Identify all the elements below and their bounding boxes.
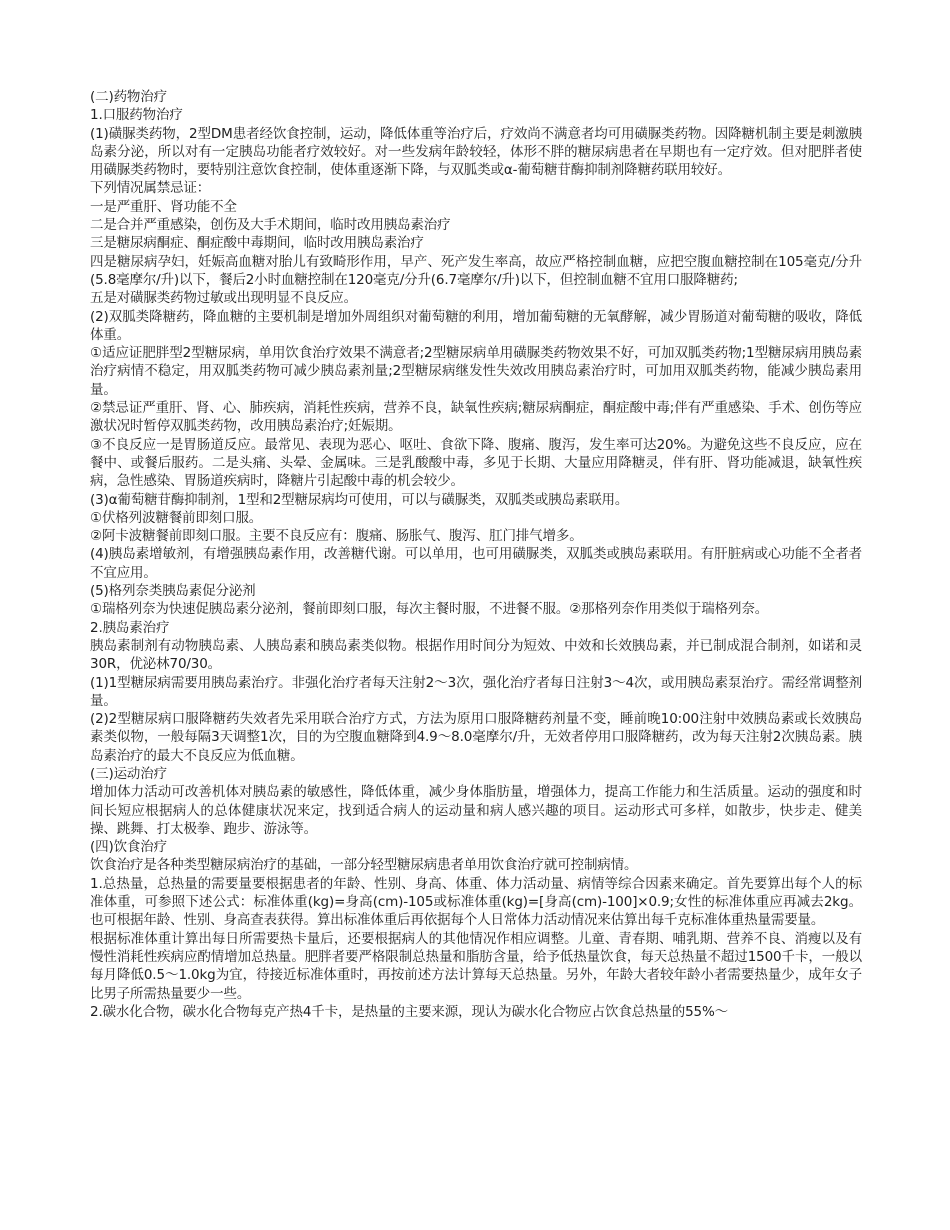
paragraph-biguanides: (2)双胍类降糖药，降血糖的主要机制是增加外周组织对葡萄糖的利用，增加葡萄糖的无氧酵解，减少胃肠道对葡萄糖的吸收，降低体重。 bbox=[90, 308, 862, 343]
contraindication-item-4: 四是糖尿病孕妇，妊娠高血糖对胎儿有致畸形作用，早产、死产发生率高，故应严格控制血糖，应把空腹血糖控制在105毫克/分升(5.8毫摩尔/升)以下，餐后2小时血糖控制在120毫克/分升(6.7毫摩尔/升)以下，但控制血糖不宜用口服降糖药; bbox=[90, 253, 862, 288]
section-heading-drug-therapy: (二)药物治疗 bbox=[90, 89, 167, 105]
paragraph-insulin-preparations: 胰岛素制剂有动物胰岛素、人胰岛素和胰岛素类似物。根据作用时间分为短效、中效和长效胰岛素，并已制成混合制剂，如诺和灵30R，优泌林70/30。 bbox=[90, 637, 862, 673]
paragraph-contraindications-intro: 下列情况属禁忌证： bbox=[90, 180, 211, 197]
contraindication-item-1: 一是严重肝、肾功能不全 bbox=[90, 198, 237, 215]
paragraph-total-calories: 1.总热量，总热量的需要量要根据患者的年龄、性别、身高、体重、体力活动量、病情等综合因素来确定。首先要算出每个人的标准体重，可参照下述公式：标准体重(kg)=身高(cm)-105或标准体重(kg)=[身高(cm)-100]×0.9;女性的标准体重应再减去2kg。也可根据年龄、性别、身高查表获得。算出标准体重后再依据每个人日常体力活动情况来估算出每千克标准体重热量需要量。 bbox=[90, 875, 862, 929]
paragraph-glinides: ①瑞格列奈为快速促胰岛素分泌剂，餐前即刻口服，每次主餐时服，不进餐不服。②那格列奈作用类似于瑞格列奈。 bbox=[90, 601, 769, 618]
alpha-glucosidase-item-1: ①伏格列波糖餐前即刻口服。 bbox=[90, 509, 263, 526]
biguanides-indications: ①适应证肥胖型2型糖尿病，单用饮食治疗效果不满意者;2型糖尿病单用磺脲类药物效果不好，可加双胍类药物;1型糖尿病用胰岛素治疗病情不稳定，用双胍类药物可减少胰岛素剂量;2型糖尿病继发性失效改用胰岛素治疗时，可加用双胍类药物，能减少胰岛素用量。 bbox=[90, 345, 862, 398]
paragraph-carbohydrates: 2.碳水化合物，碳水化合物每克产热4千卡，是热量的主要来源，现认为碳水化合物应占饮食总热量的55%～ bbox=[90, 1003, 728, 1020]
paragraph-type1-insulin: (1)1型糖尿病需要用胰岛素治疗。非强化治疗者每天注射2～3次，强化治疗者每日注射3～4次，或用胰岛素泵治疗。需经常调整剂量。 bbox=[90, 674, 862, 709]
biguanides-adverse-reactions: ③不良反应一是胃肠道反应。最常见、表现为恶心、呕吐、食欲下降、腹痛、腹泻，发生率可达20%。为避免这些不良反应，应在餐中、或餐后服药。二是头痛、头晕、金属味。三是乳酸酸中毒，多见于长期、大量应用降糖灵，伴有肝、肾功能减退，缺氧性疾病，急性感染、胃肠道疾病时，降糖片引起酸中毒的机会较少。 bbox=[90, 436, 862, 490]
paragraph-insulin-sensitizers: (4)胰岛素增敏剂，有增强胰岛素作用，改善糖代谢。可以单用，也可用磺脲类，双胍类或胰岛素联用。有肝脏病或心功能不全者者不宜应用。 bbox=[90, 546, 862, 581]
paragraph-exercise: 增加体力活动可改善机体对胰岛素的敏感性，降低体重，减少身体脂肪量，增强体力，提高工作能力和生活质量。运动的强度和时间长短应根据病人的总体健康状况来定，找到适合病人的运动量和病人感兴趣的项目。运动形式可多样，如散步，快步走、健美操、跳舞、打太极拳、跑步、游泳等。 bbox=[90, 784, 862, 837]
contraindication-item-2: 二是合并严重感染，创伤及大手术期间，临时改用胰岛素治疗 bbox=[90, 217, 451, 234]
paragraph-sulfonylureas: (1)磺脲类药物，2型DM患者经饮食控制，运动，降低体重等治疗后，疗效尚不满意者均可用磺脲类药物。因降糖机制主要是刺激胰岛素分泌，所以对有一定胰岛功能者疗效较好。对一些发病年龄较轻，体形不胖的糖尿病患者在早期也有一定疗效。但对肥胖者使用磺脲类药物时，要特别注意饮食控制，使体重逐渐下降，与双胍类或α-葡萄糖苷酶抑制剂降糖药联用较好。 bbox=[90, 125, 862, 179]
paragraph-alpha-glucosidase: (3)α葡萄糖苷酶抑制剂，1型和2型糖尿病均可使用，可以与磺脲类，双胍类或胰岛素联用。 bbox=[90, 491, 629, 508]
paragraph-calorie-adjustment: 根据标准体重计算出每日所需要热卡量后，还要根据病人的其他情况作相应调整。儿童、青春期、哺乳期、营养不良、消瘦以及有慢性消耗性疾病应酌情增加总热量。肥胖者要严格限制总热量和脂肪含量，给予低热量饮食，每天总热量不超过1500千卡，一般以每月降低0.5～1.0kg为宜，待接近标准体重时，再按前述方法计算每天总热量。另外，年龄大者较年龄小者需要热量少，成年女子比男子所需热量要少一些。 bbox=[90, 930, 862, 1002]
alpha-glucosidase-item-2: ②阿卡波糖餐前即刻口服。主要不良反应有：腹痛、肠胀气、腹泻、肛门排气增多。 bbox=[90, 528, 583, 545]
paragraph-type2-insulin: (2)2型糖尿病口服降糖药失效者先采用联合治疗方式，方法为原用口服降糖药剂量不变，睡前晚10:00注射中效胰岛素或长效胰岛素类似物，一般每隔3天调整1次，目的为空腹血糖降到4.9～8.0毫摩尔/升，无效者停用口服降糖药，改为每天注射2次胰岛素。胰岛素治疗的最大不良反应为低血糖。 bbox=[90, 711, 862, 764]
contraindication-item-3: 三是糖尿病酮症、酮症酸中毒期间，临时改用胰岛素治疗 bbox=[90, 235, 424, 252]
biguanides-contraindications: ②禁忌证严重肝、肾、心、肺疾病，消耗性疾病，营养不良，缺氧性疾病;糖尿病酮症，酮症酸中毒;伴有严重感染、手术、创伤等应激状况时暂停双胍类药物，改用胰岛素治疗;妊娠期。 bbox=[90, 400, 862, 435]
paragraph-glinides-heading: (5)格列奈类胰岛素促分泌剂 bbox=[90, 583, 256, 600]
subsection-heading-oral-drugs: 1.口服药物治疗 bbox=[90, 107, 183, 124]
paragraph-diet-intro: 饮食治疗是各种类型糖尿病治疗的基础，一部分轻型糖尿病患者单用饮食治疗就可控制病情。 bbox=[90, 857, 638, 874]
section-heading-exercise: (三)运动治疗 bbox=[90, 765, 167, 782]
subsection-heading-insulin: 2.胰岛素治疗 bbox=[90, 619, 170, 636]
document-body bbox=[90, 88, 862, 1021]
contraindication-item-5: 五是对磺脲类药物过敏或出现明显不良反应。 bbox=[90, 290, 357, 307]
section-heading-diet: (四)饮食治疗 bbox=[90, 839, 167, 856]
